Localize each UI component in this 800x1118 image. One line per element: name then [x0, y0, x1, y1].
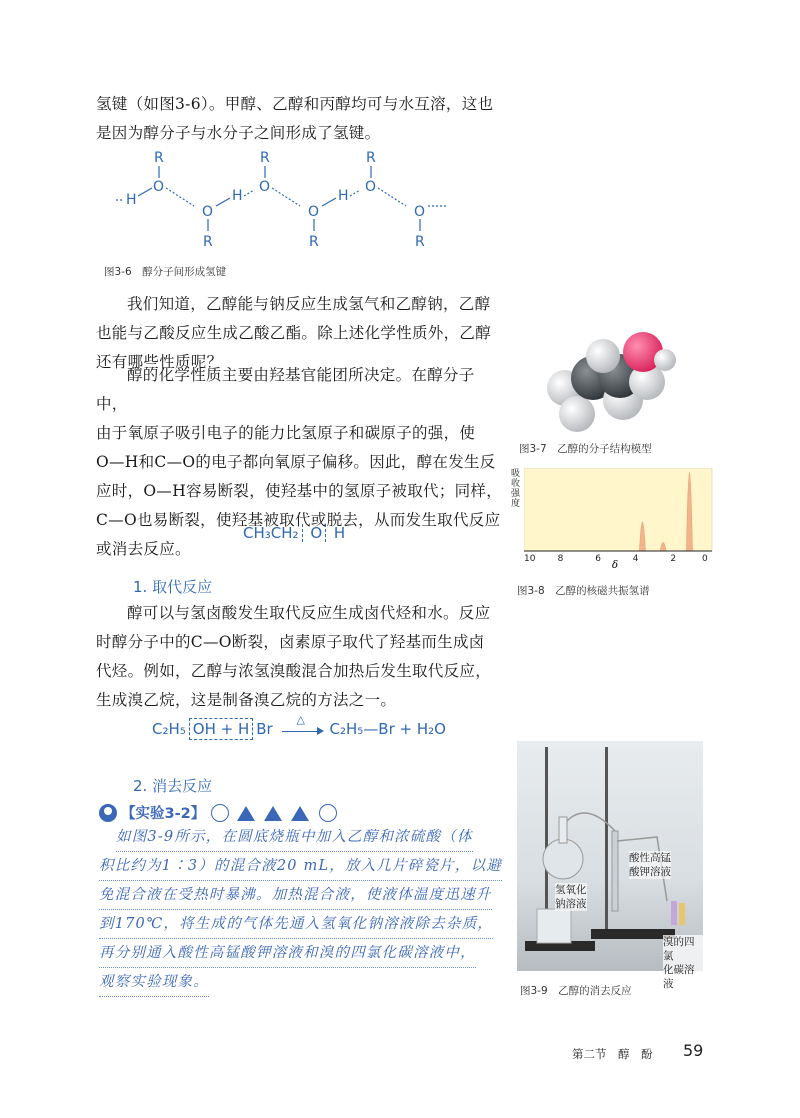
label-naoh-line: 钠溶液: [555, 898, 587, 910]
para-2-line: O—H和C—O的电子都向氧原子偏移。因此，醇在发生反: [96, 453, 496, 471]
para-2-line: 由于氧原子吸引电子的能力比氢原子和碳原子的强，使: [96, 424, 476, 442]
tube: [612, 831, 618, 911]
ethanol-molecule-model: [525, 330, 685, 440]
hand-wash-icon: [319, 804, 337, 822]
section-1-line: 生成溴乙烷，这是制备溴乙烷的方法之一。: [96, 691, 397, 709]
label-kmno4-line: 酸性高锰: [629, 852, 671, 864]
atom-o: O: [153, 179, 165, 195]
hot-triangle-icon: [264, 806, 282, 821]
atom-o: O: [308, 204, 320, 220]
atom-o: O: [414, 204, 426, 220]
label-bromine-line: 溴的四氯: [663, 936, 695, 962]
label-kmno4-line: 酸钾溶液: [629, 866, 671, 878]
para-2-line: 应时，O—H容易断裂，使羟基中的氢原子被取代；同样，: [96, 482, 503, 500]
naoh-bottle: [537, 909, 571, 943]
section-1-line: 时醇分子中的C—O断裂，卤素原子取代了羟基而生成卤: [96, 633, 485, 651]
h-atom-sphere: [586, 339, 620, 373]
h-atom-sphere: [559, 396, 595, 432]
fig-3-7-caption: 图3-7 乙醇的分子结构模型: [519, 443, 652, 455]
h-atom-sphere: [654, 349, 676, 371]
para-1-line: 我们知道，乙醇能与钠反应生成氢气和乙醇钠，乙醇: [127, 295, 491, 313]
label-naoh-line: 氢氧化: [555, 884, 587, 896]
experiment-header: [99, 802, 340, 823]
atom-r: R: [154, 150, 164, 166]
section-1-line: 代烃。例如，乙醇与浓氢溴酸混合加热后发生取代反应，: [96, 662, 492, 680]
hydrogen-bond-diagram: [96, 148, 456, 254]
formula-mid: O: [310, 524, 323, 542]
intro-text: [96, 90, 506, 148]
nmr-chart: [524, 468, 714, 568]
bond-break-box: [189, 718, 253, 740]
atom-h: H: [126, 192, 137, 208]
safety-icons: [211, 803, 339, 823]
experiment-line: 到170℃，将生成的气体先通入氢氧化钠溶液除去杂质，: [99, 910, 493, 939]
section-1-text: [96, 599, 506, 715]
warning-triangle-icon: [237, 806, 255, 821]
section-1-line: 醇可以与氢卤酸发生取代反应生成卤代烃和水。反应: [127, 604, 491, 622]
experiment-line: 如图3-9所示，在圆底烧瓶中加入乙醇和浓硫酸（体: [116, 823, 473, 852]
experiment-text: [99, 823, 504, 997]
fig-3-8-caption: 图3-8 乙醇的核磁共振氢谱: [517, 585, 650, 597]
corrosive-triangle-icon: [291, 806, 309, 821]
nmr-tick-label: 4: [632, 554, 639, 564]
heat-condition: △: [296, 712, 305, 726]
atom-o: O: [259, 179, 271, 195]
reaction-arrow: [282, 712, 326, 737]
experiment-line: 再分别通入酸性高锰酸钾溶液和溴的四氯化碳溶液中，: [99, 939, 476, 968]
apparatus-photo: [517, 741, 703, 990]
atom-r: R: [309, 234, 319, 250]
experiment-line: 积比约为1∶3）的混合液20 mL，放入几片碎瓷片，以避: [99, 852, 502, 881]
nmr-tick-label: 0: [702, 554, 708, 564]
label-bromine: [663, 935, 703, 991]
nmr-tick-label: 6: [595, 554, 601, 564]
kmno4-tube: [671, 901, 677, 925]
para-1-line: 还有哪些性质呢？: [96, 353, 223, 371]
page-number: 59: [683, 1041, 704, 1060]
label-kmno4: [629, 851, 671, 879]
experiment-line: 免混合液在受热时暴沸。加热混合液，使液体温度迅速升: [99, 881, 492, 910]
section-2-title: 2. 消去反应: [133, 777, 213, 795]
atom-r: R: [203, 234, 213, 250]
para-1-line: 也能与乙酸反应生成乙酸乙酯。除上述化学性质外，乙醇: [96, 324, 492, 342]
nmr-xlabel: δ: [612, 560, 619, 568]
bond-break-marker: [302, 524, 308, 542]
section-1-title: 1. 取代反应: [133, 578, 213, 596]
flask: [543, 839, 583, 879]
goggles-icon: [211, 804, 229, 822]
reactant-br: Br: [256, 720, 273, 738]
label-bromine-line: 化碳溶液: [663, 964, 695, 990]
para-2-line: 醇的化学性质主要由羟基官能团所决定。在醇分子中，: [96, 366, 475, 413]
nmr-tick-label: 8: [557, 554, 564, 564]
fig-3-6-caption: 图3-6 醇分子间形成氢键: [104, 266, 227, 278]
nmr-tick-label: 10: [524, 554, 536, 564]
nmr-tick-label: 2: [670, 554, 677, 564]
intro-line-2: 是因为醇分子与水分子之间形成了氢键。: [96, 124, 381, 142]
substitution-reaction: [152, 712, 446, 738]
atom-r: R: [415, 234, 425, 250]
bond-break-marker: [325, 524, 331, 542]
bromine-tube: [679, 903, 685, 925]
atom-h: H: [232, 188, 243, 204]
atom-o: O: [202, 204, 214, 220]
formula-left: CH₃CH₂: [243, 524, 299, 542]
ethanol-formula: [243, 524, 345, 542]
reactant-ethyl: C₂H₅: [152, 720, 186, 738]
experiment-icon: [99, 804, 117, 822]
stand-rod: [605, 747, 608, 933]
nmr-plot-area: [524, 468, 712, 551]
atom-o: O: [365, 179, 377, 195]
nmr-ylabel: 吸收强度: [509, 468, 519, 508]
experiment-title: 【实验3-2】: [121, 806, 206, 822]
reaction-products: C₂H₅—Br + H₂O: [329, 720, 446, 738]
para-2-line: 或消去反应。: [96, 540, 191, 558]
footer-section: 第二节 醇 酚: [572, 1047, 653, 1061]
intro-line-1: 氢键（如图3-6）。甲醇、乙醇和丙醇均可与水互溶，这也: [96, 95, 494, 113]
atom-h: H: [338, 188, 349, 204]
para-2-line: C—O也易断裂，使羟基被取代或脱去，从而发生取代反应: [96, 511, 501, 529]
atom-r: R: [260, 150, 270, 166]
formula-right: H: [333, 524, 346, 542]
fig-3-9-caption: 图3-9 乙醇的消去反应: [520, 985, 632, 997]
experiment-line: 观察实验现象。: [99, 968, 209, 997]
atom-r: R: [366, 150, 376, 166]
reactant-oh-h: OH + H: [192, 720, 250, 738]
flask-neck: [559, 817, 567, 843]
label-naoh: [555, 883, 587, 911]
